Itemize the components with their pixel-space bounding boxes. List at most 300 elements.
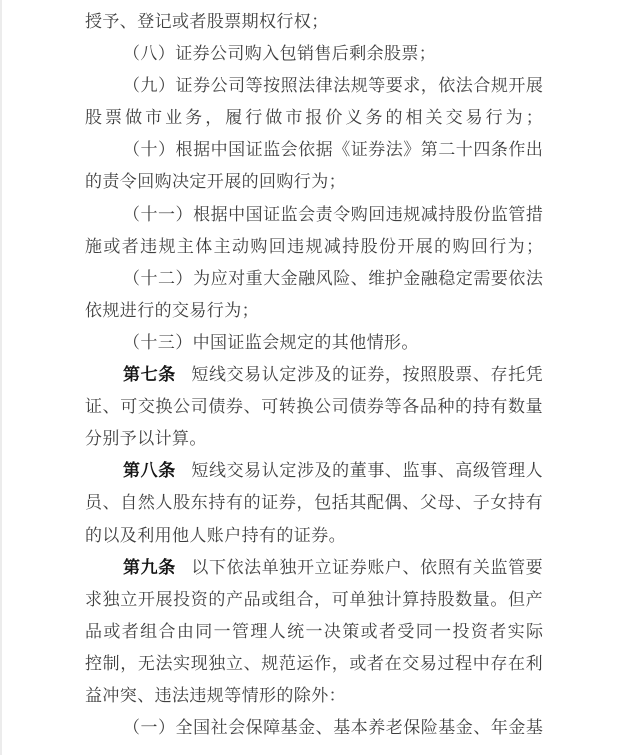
text-char: 独 [367,589,384,609]
text-char: 养 [368,718,386,738]
text-char: ） [175,204,193,224]
text-char: 关 [472,557,490,577]
text-char: 涉 [296,461,314,481]
article-line [85,552,543,584]
text-char: 或 [360,621,378,641]
text-char: 法 [385,140,403,160]
text-char: 的 [243,493,261,513]
text-char: 据 [193,140,211,160]
text-line [85,712,543,744]
text-char: 票 [105,108,123,128]
text-char: （ [123,204,140,224]
text-char: 立 [226,653,243,673]
text-char: 种 [437,397,455,417]
text-char: 单 [261,557,279,577]
text-line [85,616,543,648]
text-char: 依 [508,268,526,288]
text-char: 或 [261,589,279,609]
text-char: 管 [232,621,249,641]
text-char: 会 [280,140,298,160]
article-line [85,455,543,487]
text-char: 可 [331,589,349,609]
text-char: 证 [332,557,350,577]
text-char: 然 [137,493,155,513]
text-char: 有 [226,493,243,513]
text-char: 债 [349,397,367,417]
text-char: 者 [121,236,139,256]
text-char: 规 [158,236,176,256]
text-char: 、 [402,557,420,577]
article-number-char: 条 [158,461,176,481]
line-text: 的以及利用他人账户持有的证券。 [85,525,346,545]
text-char: 保 [245,718,263,738]
text-char: （ [123,718,140,738]
text-char: ， [314,589,332,609]
text-char: 在 [508,653,525,673]
text-char: 对 [228,268,246,288]
text-char: 购 [452,236,470,256]
text-char: 控 [85,653,102,673]
article-number-char: 第 [123,461,140,481]
text-char: 人 [268,621,286,641]
page-left-edge [0,0,2,755]
text-char: 其 [349,493,367,513]
text-char: 配 [367,493,384,513]
text-char: 包 [314,493,332,513]
text-char: 自 [120,493,138,513]
text-line [85,487,543,519]
text-char: 的 [455,397,473,417]
text-char: 的 [385,108,403,128]
text-char: 凭 [525,365,543,385]
text-char: 开 [508,76,526,96]
text-char: 线 [208,461,226,481]
text-line [85,263,543,295]
text-char: 依 [420,557,438,577]
text-char: 制 [102,653,120,673]
text-char: 范 [278,653,296,673]
line-text: 的责令回购决定开展的回购行为； [85,172,346,192]
text-char: 减 [323,236,341,256]
text-char: ； [526,236,543,256]
text-char: 条 [490,140,508,160]
text-char: 现 [190,653,208,673]
text-char: 国 [245,204,263,224]
text-char: 大 [263,268,281,288]
text-char: 展 [155,589,173,609]
text-char: 监 [280,204,298,224]
text-char: 运 [296,653,314,673]
text-line [85,423,543,455]
text-char: 转 [278,397,296,417]
text-char: 开 [397,236,415,256]
text-char: 律 [315,76,333,96]
text-char: 求 [403,76,421,96]
text-line [85,38,543,70]
text-char: ， [331,653,349,673]
text-char: 险 [420,718,438,738]
text-char: 者 [367,653,384,673]
text-char: 括 [331,493,349,513]
text-char: 金 [508,718,526,738]
text-char: 风 [315,268,333,288]
text-char: 易 [244,365,262,385]
text-char: 交 [445,108,463,128]
text-char: 全 [175,718,193,738]
text-char: 份 [379,236,396,256]
text-char: 国 [193,718,211,738]
text-char: 及 [314,365,332,385]
text-line [85,166,543,198]
text-char: 做 [265,108,283,128]
text-char: 本 [350,718,368,738]
text-char: 行 [485,108,503,128]
text-char: 程 [455,653,473,673]
text-line [85,295,543,327]
text-char: 子 [472,493,490,513]
text-char: 动 [232,236,249,256]
line-text: 依规进行的交易行为； [85,300,259,320]
text-char: 照 [420,365,438,385]
text-char: 回 [368,204,386,224]
text-line [85,520,543,552]
text-char: 员 [85,493,102,513]
text-char: 等 [384,397,402,417]
article-number-char: 第 [123,365,140,385]
text-char: 以 [191,557,209,577]
text-char: 事 [420,461,438,481]
text-char: 量 [472,589,490,609]
text-char: 证 [85,397,102,417]
text-char: 但 [508,589,525,609]
text-char: 照 [280,76,298,96]
text-char: 账 [367,557,385,577]
text-char: 有 [455,557,473,577]
text-char: 品 [85,621,102,641]
text-char: 、 [384,461,402,481]
text-char: 关 [425,108,443,128]
text-char: 过 [437,653,455,673]
text-char: 同 [195,621,213,641]
text-char: 金 [403,268,421,288]
text-line [85,680,543,712]
text-char: 中 [472,653,490,673]
text-char: 母 [437,493,455,513]
text-char: 维 [368,268,386,288]
text-char: 交 [226,461,244,481]
document-body [85,6,543,744]
text-char: 持 [208,493,226,513]
text-char: 依 [438,76,456,96]
text-char: 可 [120,397,138,417]
text-char: 融 [420,268,438,288]
text-char: 务 [185,108,203,128]
text-char: 稳 [438,268,456,288]
text-char: 、 [455,493,473,513]
text-char: 作 [314,653,332,673]
text-char: 年 [490,718,508,738]
text-char: 认 [261,461,279,481]
text-char: 十 [455,140,473,160]
text-char: 按 [263,76,281,96]
text-char: 股 [173,493,191,513]
text-char: 违 [287,236,305,256]
text-char: 监 [490,204,508,224]
text-char: 资 [190,589,208,609]
text-char: 十 [140,268,158,288]
text-char: 老 [385,718,403,738]
text-char: 基 [333,718,351,738]
text-char: 定 [455,268,473,288]
text-char: 保 [403,718,421,738]
text-char: 在 [384,653,402,673]
text-char: （ [123,268,140,288]
text-char: 根 [175,140,193,160]
text-char: 、 [243,397,261,417]
text-char: 险 [333,268,351,288]
text-char: 实 [173,653,191,673]
text-char: 事 [367,461,385,481]
text-char: ， [420,76,438,96]
text-char: ） [175,268,193,288]
text-char: 可 [261,397,279,417]
text-char: 或 [349,653,367,673]
text-char: 、 [402,493,420,513]
text-line [85,102,543,134]
text-char: 管 [508,204,526,224]
text-char: 展 [415,236,433,256]
text-char: 者 [489,621,507,641]
text-char: 回 [470,236,488,256]
text-char: 法 [333,76,351,96]
text-char: 品 [419,397,437,417]
text-char: 按 [402,365,420,385]
text-char: 份 [473,204,491,224]
text-char: 要 [525,557,543,577]
text-char: 司 [331,397,349,417]
text-char: 无 [137,653,155,673]
text-char: 券 [367,397,384,417]
text-char: 要 [490,268,508,288]
text-char: 涉 [296,365,314,385]
text-line [85,648,543,680]
text-char: 回 [268,236,286,256]
text-char: 持 [342,236,360,256]
text-char: 者 [379,621,396,641]
text-char: 人 [155,493,173,513]
article-number-char: 第 [123,557,140,577]
text-char: 数 [508,397,525,417]
text-char: 股 [360,236,378,256]
text-char: 主 [176,236,194,256]
text-char: 等 [368,76,386,96]
text-char: （ [123,76,140,96]
text-char: 由 [176,621,194,641]
text-char: 基 [525,718,543,738]
text-char: 依 [298,140,316,160]
text-char: 线 [208,365,226,385]
text-char: 法 [244,557,262,577]
text-char: 股 [455,204,473,224]
text-char: 的 [434,236,452,256]
text-line [85,327,543,359]
article-number-char: 条 [158,557,176,577]
text-char: 价 [325,108,343,128]
text-char: 出 [525,140,543,160]
text-char: 合 [158,621,176,641]
text-char: 证 [261,493,279,513]
text-char: 监 [263,140,281,160]
text-char: 务 [365,108,383,128]
text-char: 持 [508,493,525,513]
article-line [85,359,543,391]
text-char: ） [158,76,176,96]
text-char: 十 [140,204,158,224]
text-char: 理 [250,621,268,641]
text-char: 规 [403,204,421,224]
text-char: 者 [121,621,139,641]
text-char: 义 [345,108,363,128]
text-char: 主 [213,236,231,256]
text-char: 规 [350,76,368,96]
line-text: （八）证券公司购入包销售后剩余股票； [123,44,437,64]
text-char: 规 [490,76,508,96]
text-char: 有 [490,397,508,417]
text-char: 、 [350,268,368,288]
text-char: 计 [384,589,402,609]
text-char: 违 [385,204,403,224]
text-char: 数 [455,589,473,609]
text-char: 二 [158,268,176,288]
text-char: 、 [102,493,120,513]
text-char: 产 [525,589,543,609]
text-char: 托 [508,365,526,385]
text-char: 短 [191,461,209,481]
text-char: 为 [193,268,211,288]
text-char: 社 [210,718,228,738]
text-char: 法 [298,76,316,96]
text-char: 。 [490,589,508,609]
text-char: 行 [489,236,507,256]
article-number-char: 九 [140,557,158,577]
text-char: 一 [213,621,231,641]
text-char: 管 [490,461,508,481]
text-char: ） [158,718,176,738]
text-char: 资 [470,621,488,641]
text-char: 法 [155,653,173,673]
text-char: 为 [507,236,525,256]
text-char: 下 [208,557,226,577]
text-char: 品 [243,589,261,609]
text-char: 董 [349,461,367,481]
text-char: 监 [402,461,420,481]
text-char: 债 [208,397,226,417]
text-char: 利 [525,653,543,673]
text-char: 户 [384,557,402,577]
text-char: 证 [350,140,368,160]
text-line [85,231,543,263]
text-char: 股 [437,365,455,385]
text-char: 券 [278,493,296,513]
text-char: 依 [226,557,244,577]
text-char: 券 [349,557,367,577]
text-line [85,391,543,423]
text-char: 九 [140,76,158,96]
text-char: 司 [190,397,208,417]
text-char: 一 [434,621,452,641]
text-char: 履 [225,108,243,128]
text-char: 市 [285,108,303,128]
text-char: 《 [333,140,351,160]
text-char: 各 [402,397,420,417]
text-char: ， [296,493,314,513]
text-char: 金 [298,718,316,738]
text-char: 违 [140,236,158,256]
text-char: 购 [350,204,368,224]
line-text: （十三）中国证监会规定的其他情形。 [123,332,419,352]
text-char: 第 [420,140,438,160]
text-char: 业 [165,108,183,128]
text-char: 定 [279,365,297,385]
text-char: 据 [315,140,333,160]
text-char: 券 [193,76,211,96]
text-char: 券 [368,140,386,160]
text-char: 交 [137,397,155,417]
text-char: 融 [298,268,316,288]
text-char: 换 [155,397,173,417]
text-char: 父 [419,493,437,513]
text-char: 偶 [384,493,402,513]
text-char: 、 [102,397,120,417]
text-char: 级 [472,461,490,481]
text-char: 十 [140,140,158,160]
text-char: 为 [505,108,523,128]
text-char: 实 [507,621,525,641]
text-char: 或 [103,236,121,256]
text-char: 要 [385,76,403,96]
text-char: 东 [190,493,208,513]
text-char: 、 [437,461,455,481]
text-char: 受 [397,621,415,641]
text-char: 公 [314,397,332,417]
text-line [85,6,543,38]
text-char: 高 [455,461,473,481]
text-char: 持 [438,204,456,224]
text-char: 施 [85,236,102,256]
text-char: 四 [473,140,491,160]
text-char: 交 [226,365,244,385]
text-char: 金 [455,718,473,738]
text-char: 理 [508,461,526,481]
text-char: 算 [402,589,420,609]
text-char: 易 [419,653,437,673]
text-char: 基 [438,718,456,738]
text-char: 等 [245,76,263,96]
text-char: 规 [261,653,279,673]
text-char: 易 [465,108,483,128]
text-char: 策 [342,621,360,641]
text-char: 认 [261,365,279,385]
text-char: 量 [525,397,543,417]
text-char: 市 [145,108,163,128]
text-char: 开 [137,589,155,609]
text-char: 二 [438,140,456,160]
text-char: ； [525,108,543,128]
text-char: 法 [455,76,473,96]
text-char: 证 [263,204,281,224]
text-char: 、 [472,365,490,385]
line-text: 分别予以计算。 [85,429,207,449]
